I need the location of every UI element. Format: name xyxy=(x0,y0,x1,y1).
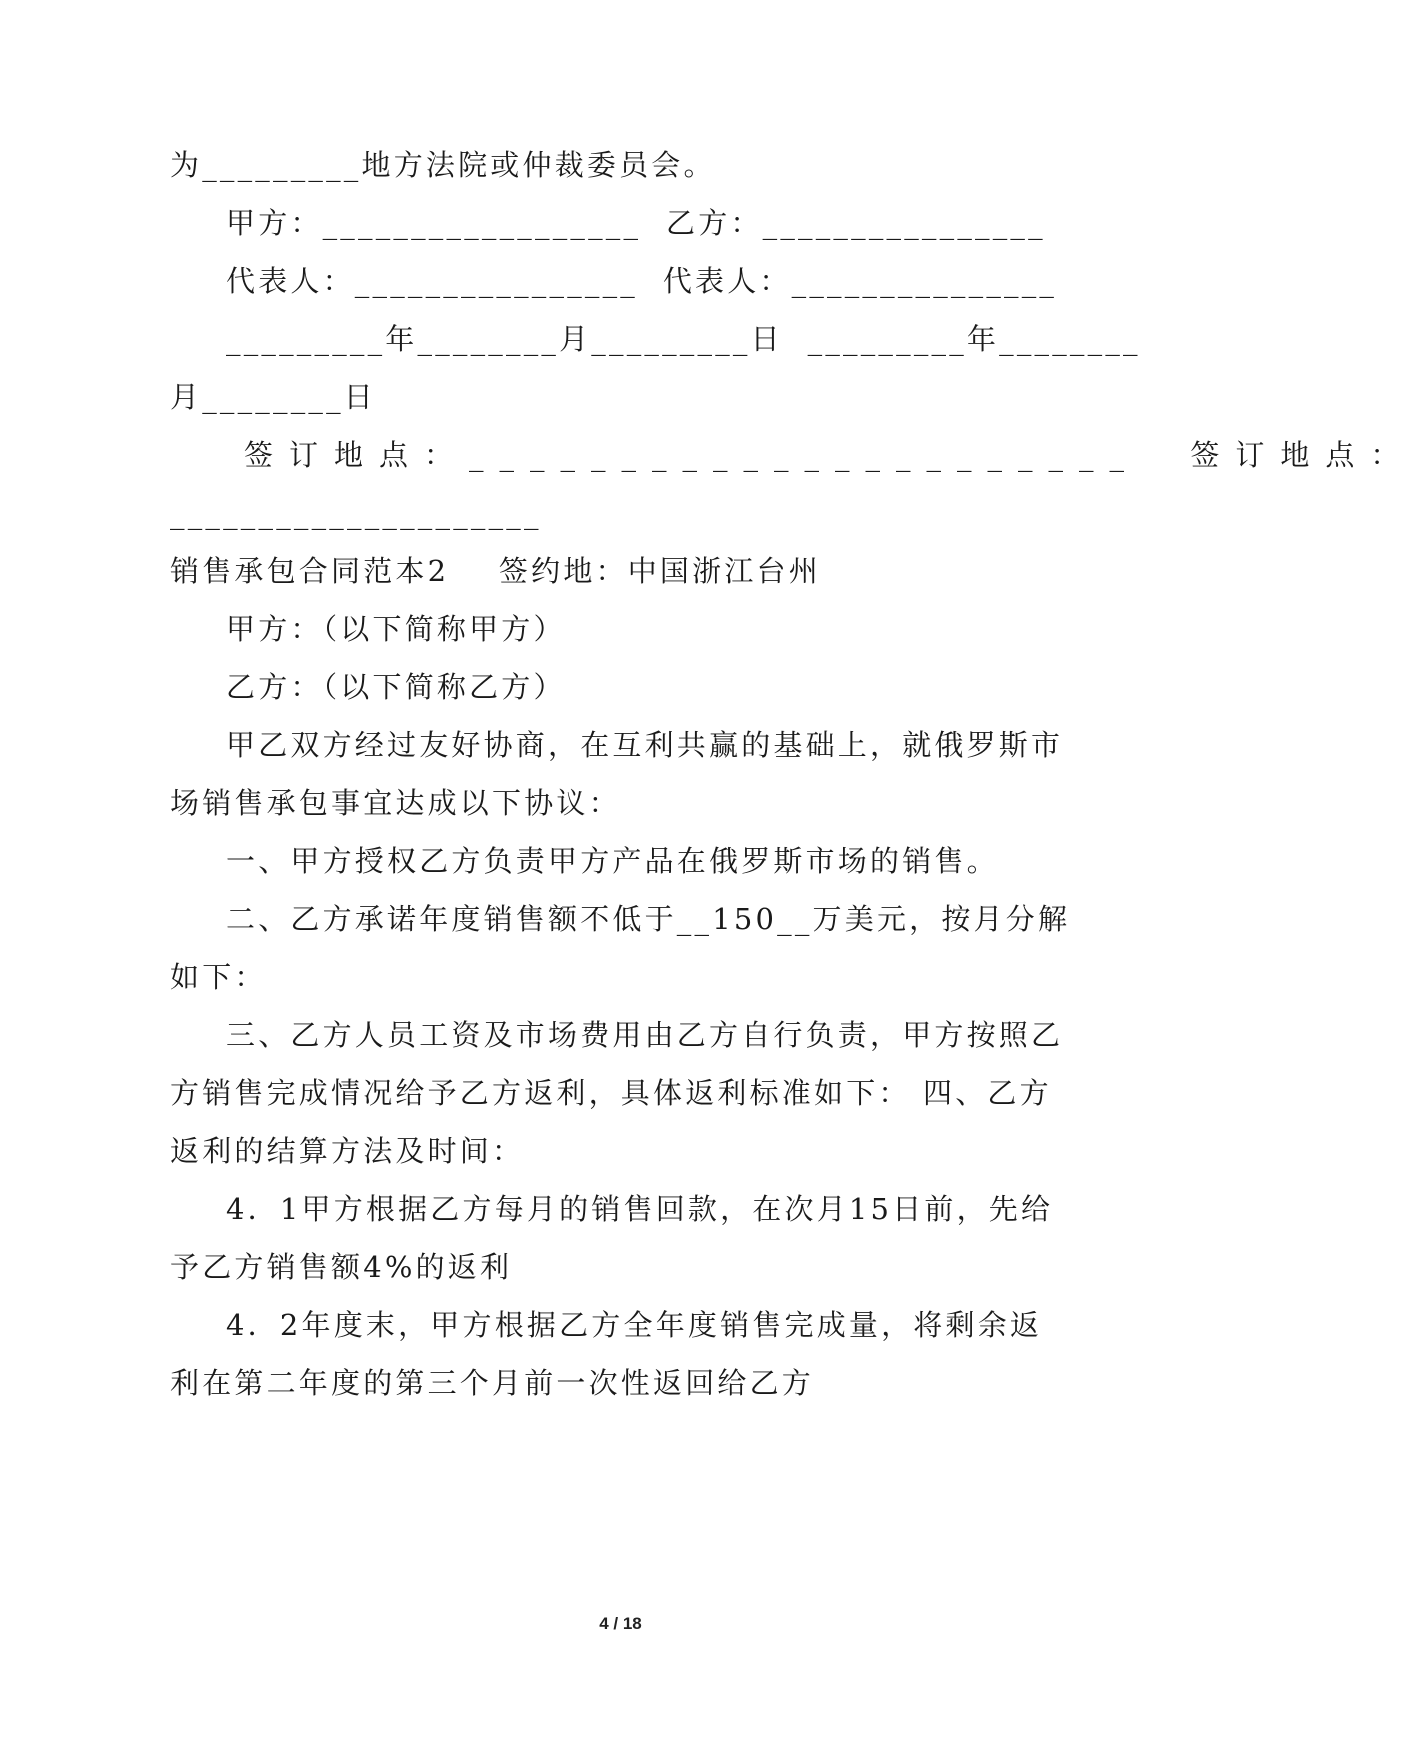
text-line-party-a: 甲方：（以下简称甲方） xyxy=(226,612,566,646)
text-line-signing-place: 签订地点：______________________ 签订地点： xyxy=(244,438,1415,472)
text-line-dates: _________年________月_________日 _________年________ xyxy=(226,322,1141,356)
clause-4-2-continued: 利在第二年度的第三个月前一次性返回给乙方 xyxy=(170,1366,815,1400)
text-line-court: 为_________地方法院或仲裁委员会。 xyxy=(170,148,716,182)
clause-4-1-continued: 予乙方销售额4%的返利 xyxy=(170,1250,513,1284)
clause-2-continued: 如下： xyxy=(170,960,267,994)
text-line-preamble: 甲乙双方经过友好协商，在互利共赢的基础上，就俄罗斯市 xyxy=(226,728,1064,762)
text-line-signing-place-blank: _____________________ xyxy=(170,496,542,530)
clause-4-1: 4．1甲方根据乙方每月的销售回款，在次月15日前，先给 xyxy=(226,1192,1054,1226)
text-line-party-b: 乙方：（以下简称乙方） xyxy=(226,670,566,704)
text-line-date-continued: 月________日 xyxy=(170,380,377,414)
clause-3: 三、乙方人员工资及市场费用由乙方自行负责，甲方按照乙 xyxy=(226,1018,1064,1052)
clause-4-2: 4．2年度末，甲方根据乙方全年度销售完成量，将剩余返 xyxy=(226,1308,1043,1342)
clause-3-continued: 方销售完成情况给予乙方返利，具体返利标准如下： 四、乙方 xyxy=(170,1076,1052,1110)
text-line-preamble-continued: 场销售承包事宜达成以下协议： xyxy=(170,786,621,820)
clause-2: 二、乙方承诺年度销售额不低于__150__万美元，按月分解 xyxy=(226,902,1071,936)
text-line-parties: 甲方：__________________ 乙方：________________ xyxy=(226,206,1046,240)
text-line-representatives: 代表人：________________ 代表人：_______________ xyxy=(226,264,1058,298)
clause-4-title: 返利的结算方法及时间： xyxy=(170,1134,525,1168)
clause-1: 一、甲方授权乙方负责甲方产品在俄罗斯市场的销售。 xyxy=(226,844,999,878)
section-title: 销售承包合同范本2 签约地：中国浙江台州 xyxy=(170,554,821,588)
page-number: 4 / 18 xyxy=(599,1614,642,1633)
